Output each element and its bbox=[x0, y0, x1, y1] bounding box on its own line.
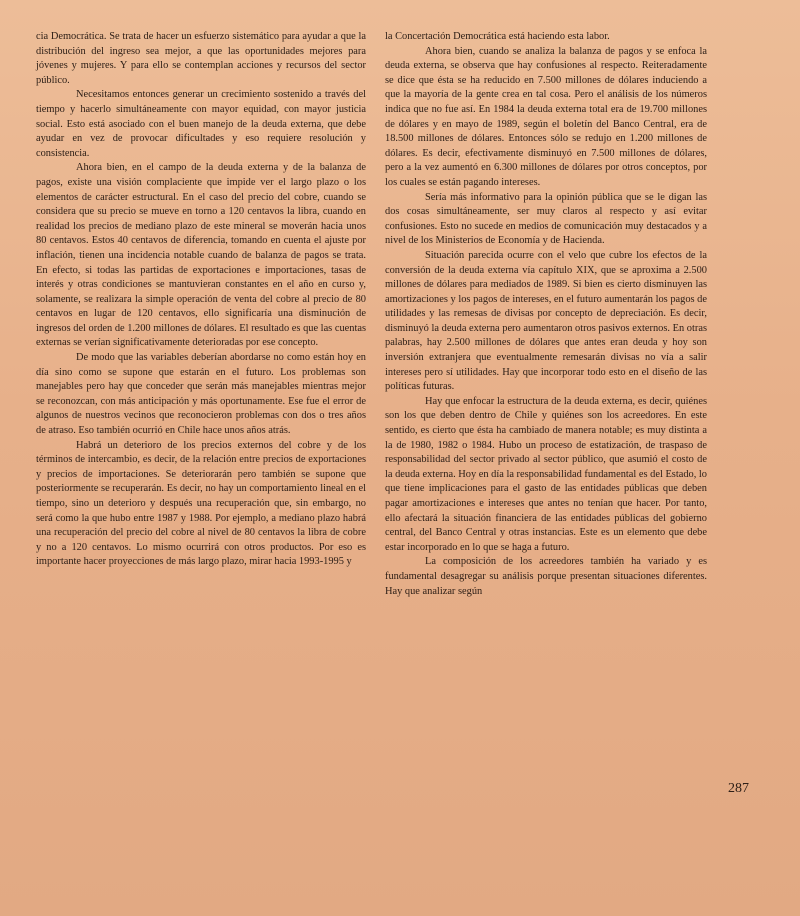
paragraph: Hay que enfocar la estructura de la deuda externa, es decir, quiénes son los que deben dentro de Chile y quiénes son los acreedores. En este sentido, es cierto que ésta ha cambiado de manera notable; es muy distinta a la de 1980, 1982 o 1984. Hubo un proceso de estatización, de traspaso de responsabilidad del sector privado al sector público, que asumió el costo de la deuda externa. Hoy en día la responsabilidad fundamental es del Estado, lo que tiene implicaciones para el gasto de las entidades públicas que deben pagar amortizaciones e intereses que antes no tenían que hacer. Por tanto, ello afectará la situación financiera de las entidades públicas del gobierno central, del Banco Central y otras instancias. Este es un elemento que debe estar incorporado en lo que se haga a futuro. bbox=[385, 395, 708, 553]
text-column-left bbox=[36, 30, 366, 570]
paragraph: La composición de los acreedores también ha variado y es fundamental desagregar su análisis porque presentan situaciones diferentes. Hay que analizar según bbox=[385, 556, 707, 597]
page-number: 287 bbox=[728, 781, 749, 796]
paragraph: cia Democrática. Se trata de hacer un esfuerzo sistemático para ayudar a que la distribución del ingreso sea mejor, a que las oportunidades mejores para jóvenes y mujeres. Y para ello se contemplan acciones y recursos del sector público. bbox=[36, 31, 366, 86]
paragraph: Necesitamos entonces generar un crecimiento sostenido a través del tiempo y hacerlo simultáneamente con mayor equidad, con mayor justicia social. Esto está asociado con el buen manejo de la deuda externa, que debe ayudar en vez de provocar dificultades y eso requiere resolución y consistencia. bbox=[36, 89, 366, 159]
paragraph: Situación parecida ocurre con el velo que cubre los efectos de la conversión de la deuda externa vía capítulo XIX, que se aproxima a 2.500 millones de dólares para mediados de 1989. Si bien es cierto disminuyen las amortizaciones y los pagos de intereses, en el futuro aumentarán los pagos de utilidades y las remesas de divisas por concepto de depreciación. Es decir, disminuyó la deuda externa pero aumentaron otros pasivos externos. En otras palabras, hay 2.500 millones de dólares que antes eran deuda y hoy son inversión extranjera que eventualmente remesarán divisas no vía a salir intereses pero sí utilidades. Hay que incorporar todo esto en el diseño de las políticas futuras. bbox=[385, 249, 707, 393]
paragraph: Ahora bien, en el campo de la deuda externa y de la balanza de pagos, existe una visión complaciente que impide ver el largo plazo o los elementos de carácter estructural. En el caso del precio del cobre, cuando se considera que su precio se mueve en torno a 120 centavos la libra, cuando en realidad los precios de mediano plazo de este mineral se moverán hacia unos 80 centavos. Estos 40 centavos de diferencia, tomando en cuenta el ajuste por inflación, tienen una incidencia notable cuando de balanza de pagos se trata. En efecto, si todas las partidas de exportaciones e importaciones, tasas de interés y otras condiciones se mantuvieran constantes en el año en curso y, solamente, se realizara la simple operación de venta del cobre al precio de 80 centavos en lugar de 120 centavos, ello significaría una disminución de ingresos del orden de 1.200 millones de dólares. El resultado es que las cuentas externas se verían significativamente deterioradas por ese concepto. bbox=[36, 162, 366, 349]
text-column-right bbox=[385, 30, 707, 599]
paragraph: De modo que las variables deberían abordarse no como están hoy en día sino como se supone que estarán en el futuro. Los problemas son manejables pero hay que conceder que serán más manejables mientras mejor se reconozcan, con más anticipación y más oportunamente. Ese fue el error de algunos de nuestros vecinos que reconocieron problemas con dos o tres años de atraso. Eso también ocurrió en Chile hace unos años atrás. bbox=[36, 352, 366, 437]
paragraph: Habrá un deterioro de los precios externos del cobre y de los términos de intercambio, es decir, de la relación entre precios de exportaciones y precios de importaciones. Se deteriorarán pero también se supone que posteriormente se recuperarán. Es decir, no hay un comportamiento lineal en el tiempo, sino un deterioro y después una recuperación que, sin embargo, no será como la que hubo entre 1987 y 1988. Por ejemplo, a mediano plazo habrá una recuperación del precio del cobre al nivel de 80 centavos la libra de cobre y no a 120 centavos. Lo mismo ocurrirá con otros productos. Por eso es importante hacer proyecciones de más largo plazo, mirar hacia 1993-1995 y bbox=[36, 439, 366, 568]
paragraph: la Concertación Democrática está haciendo esta labor. bbox=[385, 31, 610, 42]
paragraph: Sería más informativo para la opinión pública que se le digan las dos cosas simultáneamente, ser muy claros al respecto y así evitar confusiones. Esto no sucede en medios de comunicación muy destacados y a nivel de los Ministerios de Economía y de Hacienda. bbox=[385, 191, 707, 247]
paragraph: Ahora bien, cuando se analiza la balanza de pagos y se enfoca la deuda externa, se observa que hay confusiones al respecto. Reiteradamente se dice que ésta se ha reducido en 7.500 millones de dólares induciendo a que la mayoría de la gente crea en tal cosa. Pero el análisis de los números indica que no fue así. En 1984 la deuda externa total era de 19.700 millones de dólares y en mayo de 1989, según el boletín del Banco Central, era de 18.500 millones de dólares. Entonces sólo se redujo en 1.200 millones de dólares. Es decir, efectivamente disminuyó en 7.500 millones de dólares, pero a la vez aumentó en 6.300 millones de dólares por otros conceptos, por los cuales se están pagando intereses. bbox=[385, 45, 707, 188]
